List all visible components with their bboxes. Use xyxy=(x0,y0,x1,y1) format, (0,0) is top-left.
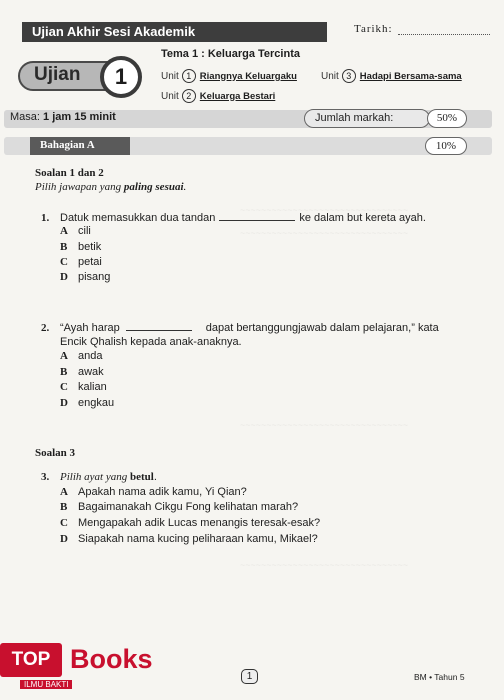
section-percent: 10% xyxy=(425,137,467,155)
option-letter: D xyxy=(60,271,68,283)
question-3 xyxy=(41,469,157,485)
unit-number: 3 xyxy=(342,69,356,83)
date-field[interactable] xyxy=(398,34,490,35)
unit-item xyxy=(161,69,297,83)
unit-item xyxy=(321,69,462,83)
option-b[interactable] xyxy=(60,241,101,253)
unit-number: 1 xyxy=(182,69,196,83)
question-number: 2. xyxy=(41,322,50,334)
option-b[interactable] xyxy=(60,366,104,378)
option-b[interactable] xyxy=(60,501,298,513)
option-a[interactable] xyxy=(60,350,102,362)
option-letter: A xyxy=(60,486,68,498)
option-text: kalian xyxy=(78,381,107,393)
topbooks-logo: TOP xyxy=(0,643,62,677)
unit-title: Hadapi Bersama-sama xyxy=(359,70,462,82)
topbooks-logo-text: Books xyxy=(70,644,153,674)
option-text: cili xyxy=(78,225,91,237)
unit-item xyxy=(161,89,275,103)
exam-title-banner: Ujian Akhir Sesi Akademik xyxy=(22,22,327,42)
total-marks-label: Jumlah markah: xyxy=(304,109,430,128)
show-through-text: ~~~~~~~~~~~~~~~~~~~~~~~~~~~~~~~~ xyxy=(240,205,409,215)
option-letter: D xyxy=(60,397,68,409)
show-through-text: ~~~~~~~~~~~~~~~~~~~~~~~~~~~~~~~~ xyxy=(240,560,409,570)
question-text: dapat bertanggungjawab dalam pelajaran,” kata xyxy=(205,322,439,334)
ujian-label: Ujian xyxy=(34,64,81,85)
unit-number: 2 xyxy=(182,89,196,103)
question-group-heading: Soalan 3 xyxy=(35,447,76,459)
unit-word: Unit xyxy=(321,70,339,82)
question-text: Datuk memasukkan dua tandan xyxy=(60,212,216,224)
instruction xyxy=(35,181,186,193)
option-letter: C xyxy=(60,517,68,529)
instruction-text: Pilih jawapan yang xyxy=(35,181,124,193)
date-label: Tarikh: xyxy=(354,23,393,35)
option-text: petai xyxy=(78,256,102,268)
option-text: Bagaimanakah Cikgu Fong kelihatan marah? xyxy=(78,501,299,513)
question-text: “Ayah harap xyxy=(60,322,120,334)
question-2-continued: Encik Qhalish kepada anak-anaknya. xyxy=(60,336,242,348)
show-through-text: ~~~~~~~~~~~~~~~~~~~~~~~~~~~~~~~~ xyxy=(240,420,409,430)
option-letter: C xyxy=(60,381,68,393)
question-1 xyxy=(41,210,426,226)
ujian-number: 1 xyxy=(100,56,142,98)
answer-blank[interactable] xyxy=(219,220,295,221)
question-text: ke dalam but kereta ayah. xyxy=(299,212,426,224)
unit-title: Riangnya Keluargaku xyxy=(199,70,297,82)
option-letter: B xyxy=(60,366,68,378)
option-letter: A xyxy=(60,225,68,237)
option-a[interactable] xyxy=(60,486,247,498)
instruction-text: . xyxy=(183,181,187,193)
question-text: . xyxy=(153,471,157,483)
subject-grade: BM • Tahun 5 xyxy=(414,672,465,682)
option-letter: B xyxy=(60,501,68,513)
unit-word: Unit xyxy=(161,90,179,102)
theme-title: Tema 1 : Keluarga Tercinta xyxy=(161,48,300,60)
option-d[interactable] xyxy=(60,271,110,283)
option-d[interactable] xyxy=(60,397,114,409)
question-group-heading: Soalan 1 dan 2 xyxy=(35,167,104,179)
option-text: Apakah nama adik kamu, Yi Qian? xyxy=(78,486,247,498)
option-letter: B xyxy=(60,241,68,253)
option-text: Mengapakah adik Lucas menangis teresak-esak? xyxy=(78,517,321,529)
duration-label: Masa: xyxy=(10,111,40,123)
option-text: Siapakah nama kucing peliharaan kamu, Mikael? xyxy=(78,533,318,545)
total-marks-value: 50% xyxy=(427,109,467,128)
show-through-text: ~~~~~~~~~~~~~~~~~~~~~~~~~~~~~~~~ xyxy=(240,228,409,238)
question-emphasis: betul xyxy=(129,471,154,483)
section-label: Bahagian A xyxy=(30,137,130,155)
option-text: awak xyxy=(78,366,104,378)
option-c[interactable] xyxy=(60,381,107,393)
option-letter: C xyxy=(60,256,68,268)
option-letter: D xyxy=(60,533,68,545)
answer-blank[interactable] xyxy=(126,330,192,331)
unit-word: Unit xyxy=(161,70,179,82)
option-c[interactable] xyxy=(60,256,102,268)
option-c[interactable] xyxy=(60,517,320,529)
duration-value: 1 jam 15 minit xyxy=(43,111,116,123)
question-number: 3. xyxy=(41,471,50,483)
instruction-emphasis: paling sesuai xyxy=(123,181,184,193)
option-text: betik xyxy=(78,241,102,253)
question-number: 1. xyxy=(41,212,50,224)
duration xyxy=(10,111,116,123)
option-text: anda xyxy=(78,350,103,362)
option-text: pisang xyxy=(78,271,111,283)
page-number: 1 xyxy=(241,669,258,684)
unit-title: Keluarga Bestari xyxy=(199,90,276,102)
option-d[interactable] xyxy=(60,533,318,545)
question-text: Pilih ayat yang xyxy=(60,471,130,483)
option-text: engkau xyxy=(78,397,115,409)
publisher-logo: ILMU BAKTI xyxy=(20,680,72,689)
option-a[interactable] xyxy=(60,225,91,237)
option-letter: A xyxy=(60,350,68,362)
